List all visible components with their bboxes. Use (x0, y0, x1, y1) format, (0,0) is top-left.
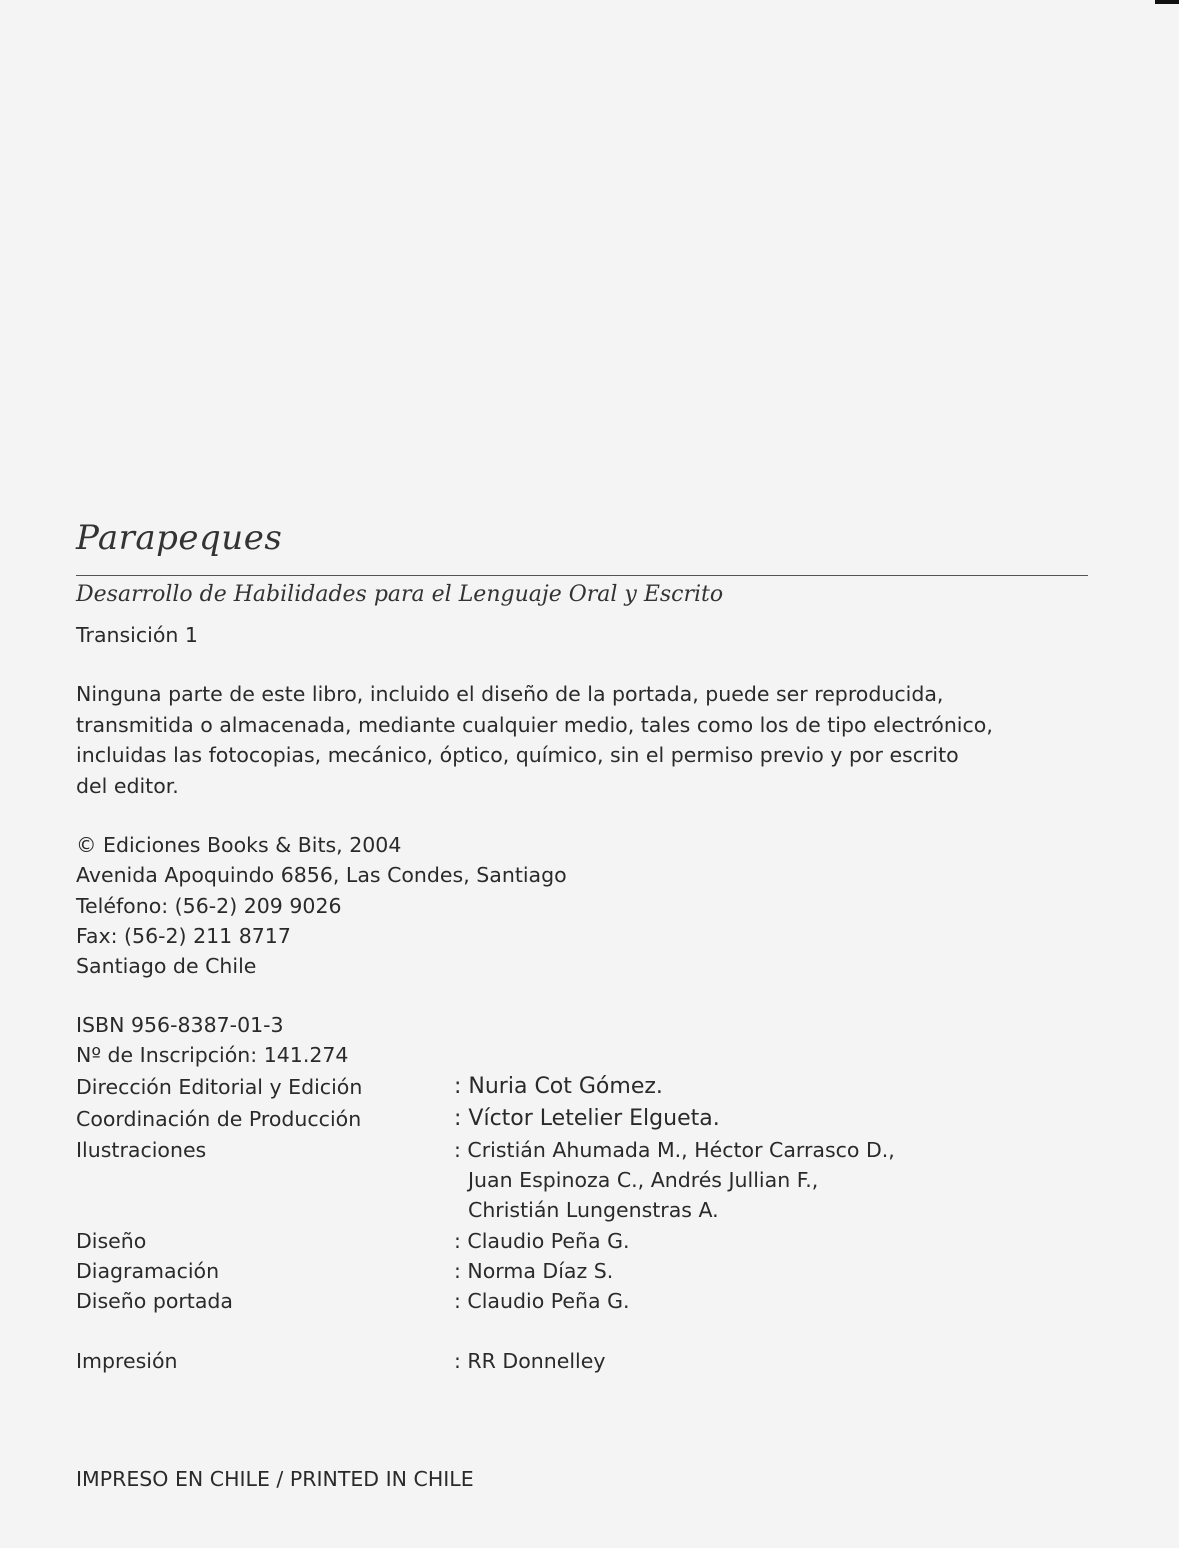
scan-corner-mark (1155, 0, 1179, 4)
credit-row (76, 1135, 1076, 1226)
isbn-line: ISBN 956-8387-01-3 (76, 1013, 284, 1037)
credit-value (454, 1135, 1076, 1226)
credit-label: Impresión (76, 1349, 178, 1373)
credit-row (76, 1286, 1076, 1346)
city-line: Santiago de Chile (76, 954, 257, 979)
rights-notice (76, 679, 1096, 801)
printed-in-notice: IMPRESO EN CHILE / PRINTED IN CHILE (76, 1467, 474, 1491)
credit-label: Dirección Editorial y Edición (76, 1075, 363, 1099)
registration-info (76, 1010, 348, 1071)
level-label: Transición 1 (76, 623, 198, 647)
book-title: Parapeques (76, 518, 283, 558)
credit-value: : Claudio Peña G. (454, 1289, 630, 1313)
publisher-info (76, 830, 567, 981)
rights-notice-line: Ninguna parte de este libro, incluido el diseño de la portada, puede ser reproducida, (76, 682, 944, 706)
credit-row (76, 1103, 1076, 1135)
credit-label: Coordinación de Producción (76, 1107, 362, 1131)
credit-value: : Víctor Letelier Elgueta. (454, 1106, 720, 1131)
credit-row (76, 1256, 1076, 1286)
credit-row (76, 1071, 1076, 1103)
phone-line: Teléfono: (56-2) 209 9026 (76, 893, 342, 918)
credit-value: : Nuria Cot Gómez. (454, 1074, 663, 1099)
credit-value-line: Christián Lungenstras A. (468, 1198, 719, 1222)
credits-table (76, 1071, 1076, 1376)
title-divider (76, 575, 1088, 576)
inscription-line: Nº de Inscripción: 141.274 (76, 1043, 349, 1068)
fax-line: Fax: (56-2) 211 8717 (76, 923, 291, 948)
rights-notice-line: incluidas las fotocopias, mecánico, óptico, químico, sin el permiso previo y por escrito (76, 743, 959, 767)
credit-value: : Norma Díaz S. (454, 1259, 614, 1283)
credit-row (76, 1346, 1076, 1376)
credit-label: Diseño portada (76, 1289, 233, 1313)
credit-row (76, 1226, 1076, 1256)
rights-notice-line: transmitida o almacenada, mediante cualquier medio, tales como los de tipo electrónico, (76, 712, 993, 737)
rights-notice-line: del editor. (76, 773, 179, 798)
credit-label: Ilustraciones (76, 1138, 207, 1162)
credit-label: Diseño (76, 1229, 147, 1253)
copyright-line: © Ediciones Books & Bits, 2004 (76, 833, 402, 857)
credit-value: : RR Donnelley (454, 1349, 606, 1373)
address-line: Avenida Apoquindo 6856, Las Condes, Santiago (76, 863, 567, 888)
book-subtitle: Desarrollo de Habilidades para el Lenguaje Oral y Escrito (76, 582, 724, 607)
credit-value-line: Juan Espinoza C., Andrés Jullian F., (468, 1168, 819, 1192)
credit-value: : Claudio Peña G. (454, 1229, 630, 1253)
credit-value-line: : Cristián Ahumada M., Héctor Carrasco D., (454, 1138, 895, 1162)
credit-label: Diagramación (76, 1259, 220, 1283)
